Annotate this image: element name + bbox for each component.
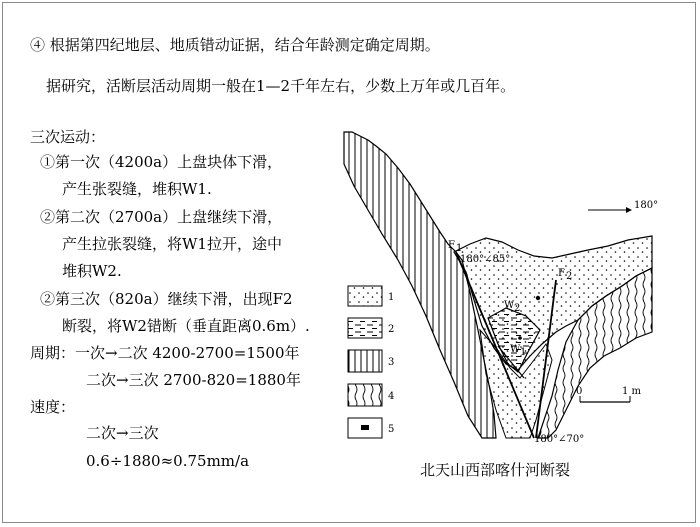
fault-f1-attitude: 180°∠85° [460,254,511,265]
legend-swatch-3 [348,350,382,372]
movement-2-line-3: 堆积W2. [62,262,122,280]
fault-cross-section-figure [330,120,675,455]
movement-3-line-2: 断裂，将W2错断（垂直距离0.6m）. [62,317,310,335]
azimuth-label: 180° [634,200,659,211]
wedge-w2-subscript: 2 [514,303,521,314]
fault-f2-label: F [558,268,565,279]
legend-label-2: 2 [388,324,395,335]
wedge-w2-label: W [504,300,515,311]
legend [348,286,394,438]
wedge-w1-subscript: 1 [520,347,527,358]
marker-dot-w2 [536,296,540,300]
azimuth-arrowhead [626,207,632,213]
legend-swatch-4 [348,384,382,406]
speed-label: 速度： [30,398,76,416]
fault-f1-label: F [448,240,455,251]
period-line-2: 二次→三次 2700-820=1880年 [86,371,301,389]
fault-f2-attitude: 180°∠70° [534,434,585,445]
movement-2-line-1: ②第二次（2700a）上盘继续下滑， [40,208,283,226]
movement-1-line-1: ①第一次（4200a）上盘块体下滑， [40,153,283,171]
movement-1-line-2: 产生张裂缝，堆积W1. [62,180,212,198]
scale-zero-label: 0 [576,386,583,397]
fault-f1-subscript: 1 [456,243,463,254]
movement-2-line-2: 产生拉张裂缝，将W1拉开，途中 [62,235,282,253]
slide-title: ④ 根据第四纪地层、地质错动证据，结合年龄测定确定周期。 [30,36,440,54]
legend-label-4: 4 [388,391,395,402]
scale-1m-label: 1 m [622,386,642,397]
period-line-1: 周期：一次→二次 4200-2700=1500年 [30,344,300,362]
fault-f2-subscript: 2 [566,271,573,282]
legend-swatch-1 [348,286,382,306]
movements-heading: 三次运动： [30,128,106,146]
figure-caption: 北天山西部喀什河断裂 [420,461,571,479]
legend-swatch-2 [348,318,382,338]
marker-dot-w1 [518,336,522,340]
movement-3-line-1: ②第三次（820a）继续下滑，出现F2 [40,290,293,308]
legend-label-1: 1 [388,292,395,303]
legend-label-5: 5 [388,424,395,435]
research-text: 据研究，活断层活动周期一般在1—2千年左右，少数上万年或几百年。 [46,77,516,95]
legend-label-3: 3 [388,357,395,368]
legend-swatch-5-mark [361,425,369,430]
speed-line-1: 二次→三次 [86,424,159,442]
speed-line-2: 0.6÷1880≈0.75mm/a [86,452,250,470]
wedge-w1-label: W [510,344,521,355]
